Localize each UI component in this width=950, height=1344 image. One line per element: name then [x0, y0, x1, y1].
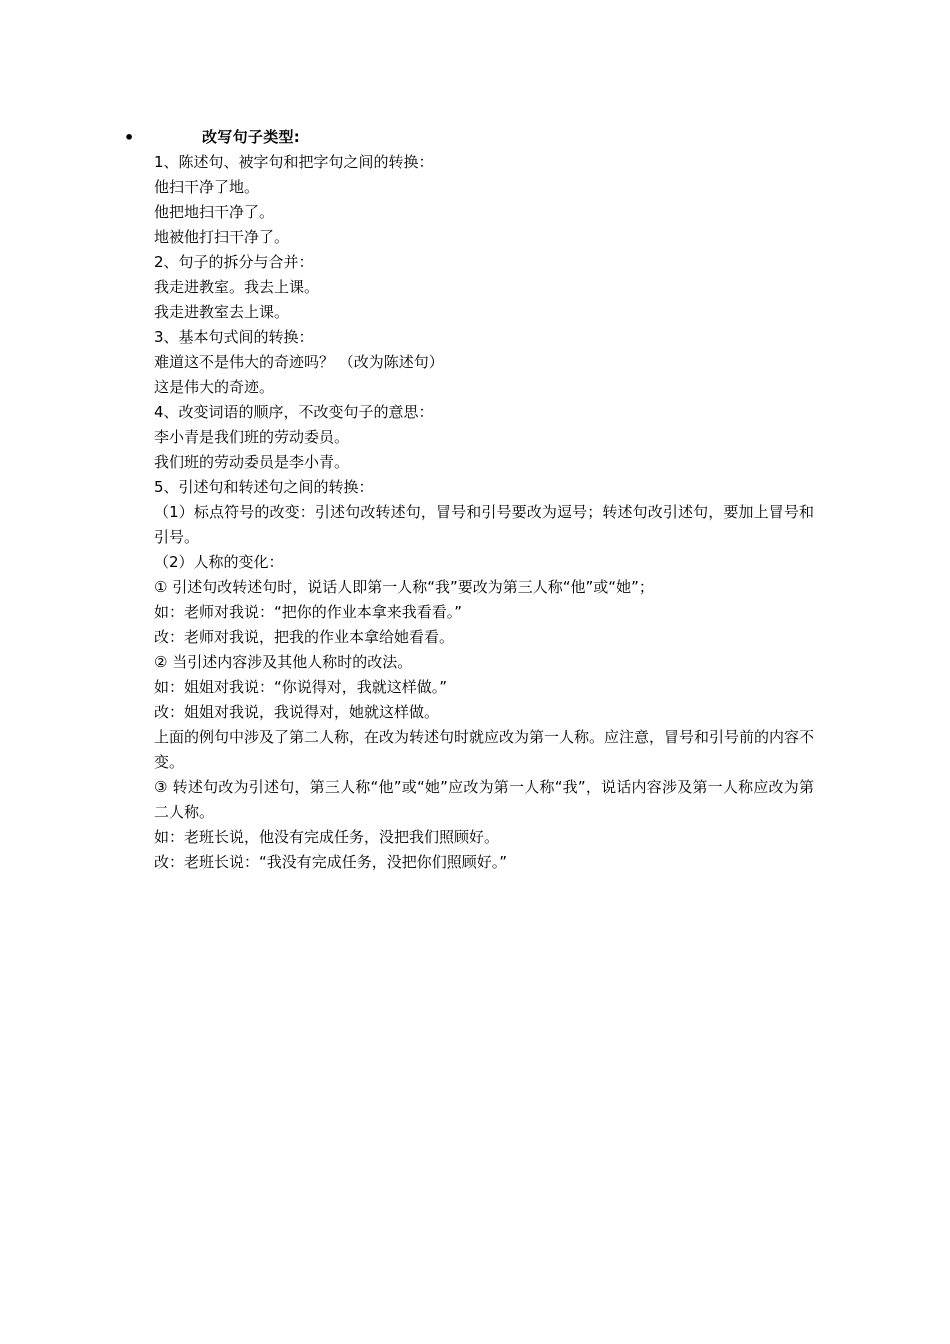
- rule-1: ① 引述句改转述句时，说话人即第一人称“我”要改为第三人称“他”或“她”；: [154, 578, 654, 596]
- example-line: 如：老师对我说：“把你的作业本拿来我看看。”: [154, 603, 463, 621]
- heading-5: 5、引述句和转述句之间的转换：: [154, 478, 374, 496]
- heading-3: 3、基本句式间的转换：: [154, 328, 314, 346]
- example-line: 难道这不是伟大的奇迹吗？ （改为陈述句）: [154, 353, 444, 371]
- example-line: 他把地扫干净了。: [154, 203, 275, 221]
- example-line: 如：老班长说，他没有完成任务，没把我们照顾好。: [154, 828, 500, 846]
- example-line: 我走进教室去上课。: [154, 303, 290, 321]
- example-line: 改：老师对我说，把我的作业本拿给她看看。: [154, 628, 455, 646]
- example-line: 他扫干净了地。: [154, 178, 260, 196]
- example-line: 这是伟大的奇迹。: [154, 378, 275, 396]
- section-title: 改写句子类型:: [202, 128, 301, 146]
- example-line: 改：老班长说：“我没有完成任务，没把你们照顾好。”: [154, 853, 508, 871]
- heading-1: 1、陈述句、被字句和把字句之间的转换：: [154, 153, 434, 171]
- heading-2: 2、句子的拆分与合并：: [154, 253, 314, 271]
- bullet-marker: •: [124, 128, 135, 147]
- note-paragraph: 上面的例句中涉及了第二人称，在改为转述句时就应改为第一人称。应注意，冒号和引号前的内容不变。: [154, 728, 815, 771]
- example-line: 我们班的劳动委员是李小青。: [154, 453, 350, 471]
- rule-2: ② 当引述内容涉及其他人称时的改法。: [154, 653, 413, 671]
- example-line: 如：姐姐对我说：“你说得对，我就这样做。”: [154, 678, 448, 696]
- heading-4: 4、改变词语的顺序，不改变句子的意思：: [154, 403, 434, 421]
- punctuation-rule: （1）标点符号的改变：引述句改转述句，冒号和引号要改为逗号；转述句改引述句，要加上冒号和引号。: [154, 503, 814, 546]
- rule-3: ③ 转述句改为引述句，第三人称“他”或“她”应改为第一人称“我”，说话内容涉及第一人称应改为第二人称。: [154, 778, 814, 821]
- document-body: [154, 150, 814, 875]
- example-line: 李小青是我们班的劳动委员。: [154, 428, 350, 446]
- subheading-person: （2）人称的变化：: [154, 553, 284, 571]
- example-line: 地被他打扫干净了。: [154, 228, 290, 246]
- example-line: 我走进教室。我去上课。: [154, 278, 320, 296]
- example-line: 改：姐姐对我说，我说得对，她就这样做。: [154, 703, 440, 721]
